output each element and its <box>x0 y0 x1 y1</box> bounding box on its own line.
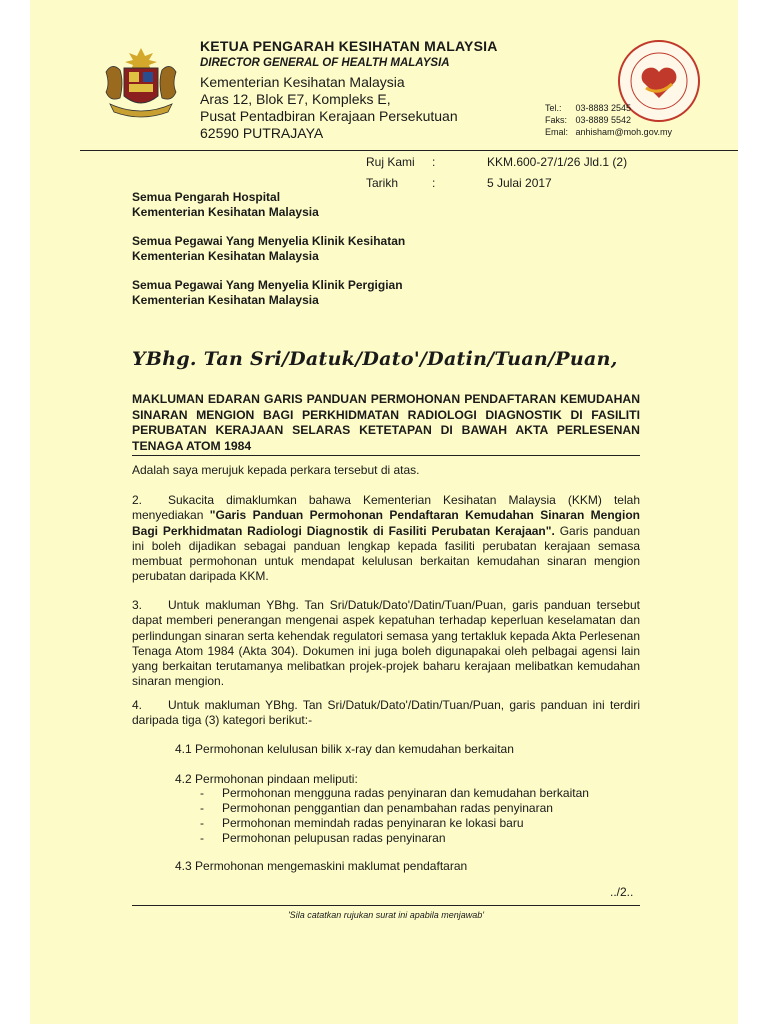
footer-note: 'Sila catatkan rujukan surat ini apabila menjawab' <box>287 910 485 920</box>
letter-page <box>30 0 738 1024</box>
page-number: ../2.. <box>610 885 634 899</box>
salutation: YBhg. Tan Sri/Datuk/Dato'/Datin/Tuan/Puan, <box>132 348 618 370</box>
recipient-block: Semua Pengarah Hospital Kementerian Kesihatan Malaysia <box>132 190 319 219</box>
bullet-item: - Permohonan memindah radas penyinaran ke lokasi baru <box>200 816 524 830</box>
ref-value: KKM.600-27/1/26 Jld.1 (2) <box>487 155 628 169</box>
bullet-item: - Permohonan penggantian dan penambahan radas penyinaran <box>200 801 553 815</box>
contact-tel: Tel.: 03-8883 2545 <box>545 103 632 113</box>
address-line: Aras 12, Blok E7, Kompleks E, <box>200 91 391 107</box>
list-item-4-1: 4.1 Permohonan kelulusan bilik x-ray dan kemudahan berkaitan <box>175 742 514 756</box>
header-divider <box>80 150 738 151</box>
list-item-4-3: 4.3 Permohonan mengemaskini maklumat pendaftaran <box>175 859 468 873</box>
paragraph-3: 3. Untuk makluman YBhg. Tan Sri/Datuk/Dato'/Datin/Tuan/Puan, garis panduan tersebut dapat memberi penerangan mengenai aspek kepatuhan terhadap keperluan keselamatan dan perlindungan sinaran serta kehendak regulatori semasa yang tertakluk kepada Akta Perlesenan Tenaga Atom 1984 (Akta 304). Dokumen ini juga boleh digunapakai oleh pelbagai agensi lain yang berkaitan terutamanya melibatkan projek-projek baharu kerajaan melibatkan kemudahan sinaran mengion. <box>132 598 640 689</box>
paragraph-4: 4. Untuk makluman YBhg. Tan Sri/Datuk/Dato'/Datin/Tuan/Puan, garis panduan ini terdiri daripada tiga (3) kategori berikut:- <box>132 698 640 728</box>
address-line: 62590 PUTRAJAYA <box>200 125 324 141</box>
list-item-4-2: 4.2 Permohonan pindaan meliputi: <box>175 772 358 786</box>
date-colon: : <box>432 176 436 190</box>
ref-colon: : <box>432 155 436 169</box>
ref-label: Ruj Kami <box>366 155 415 169</box>
contact-fax: Faks: 03-8889 5542 <box>545 115 632 125</box>
header-subtitle: DIRECTOR GENERAL OF HEALTH MALAYSIA <box>200 57 450 69</box>
subject-underline <box>132 455 640 456</box>
paragraph-1: Adalah saya merujuk kepada perkara tersebut di atas. <box>132 463 420 477</box>
header-title: KETUA PENGARAH KESIHATAN MALAYSIA <box>200 38 498 54</box>
footer-divider <box>132 905 640 906</box>
address-line: Kementerian Kesihatan Malaysia <box>200 74 405 90</box>
bullet-item: - Permohonan mengguna radas penyinaran dan kemudahan berkaitan <box>200 786 589 800</box>
paragraph-2: 2. Sukacita dimaklumkan bahawa Kementerian Kesihatan Malaysia (KKM) telah menyediakan "Garis Panduan Permohonan Pendaftaran Kemudahan Sinaran Mengion Bagi Perkhidmatan Radiologi Diagnostik di Fasiliti Perubatan Kerajaan". Garis panduan ini boleh dijadikan sebagai panduan lengkap kepada fasiliti perubatan kerajaan semasa membuat permohonan untuk mendapat kelulusan berkaitan kemudahan sinaran mengion perubatan daripada KKM. <box>132 493 641 584</box>
subject-heading: MAKLUMAN EDARAN GARIS PANDUAN PERMOHONAN PENDAFTARAN KEMUDAHAN SINARAN MENGION BAGI PERKHIDMATAN RADIOLOGI DIAGNOSTIK DI FASILITI PERUBATAN KERAJAAN SELARAS KETETAPAN DI BAWAH AKTA PERLESENAN TENAGA ATOM 1984 <box>132 392 640 453</box>
bullet-item: - Permohonan pelupusan radas penyinaran <box>200 831 446 845</box>
address-line: Pusat Pentadbiran Kerajaan Persekutuan <box>200 108 458 124</box>
recipient-block: Semua Pegawai Yang Menyelia Klinik Kesihatan Kementerian Kesihatan Malaysia <box>132 234 406 263</box>
coat-of-arms-icon <box>96 42 186 120</box>
date-label: Tarikh <box>366 176 399 190</box>
contact-email: Emal: anhisham@moh.gov.my <box>545 127 673 137</box>
date-value: 5 Julai 2017 <box>487 176 552 190</box>
recipient-block: Semua Pegawai Yang Menyelia Klinik Pergigian Kementerian Kesihatan Malaysia <box>132 278 403 307</box>
